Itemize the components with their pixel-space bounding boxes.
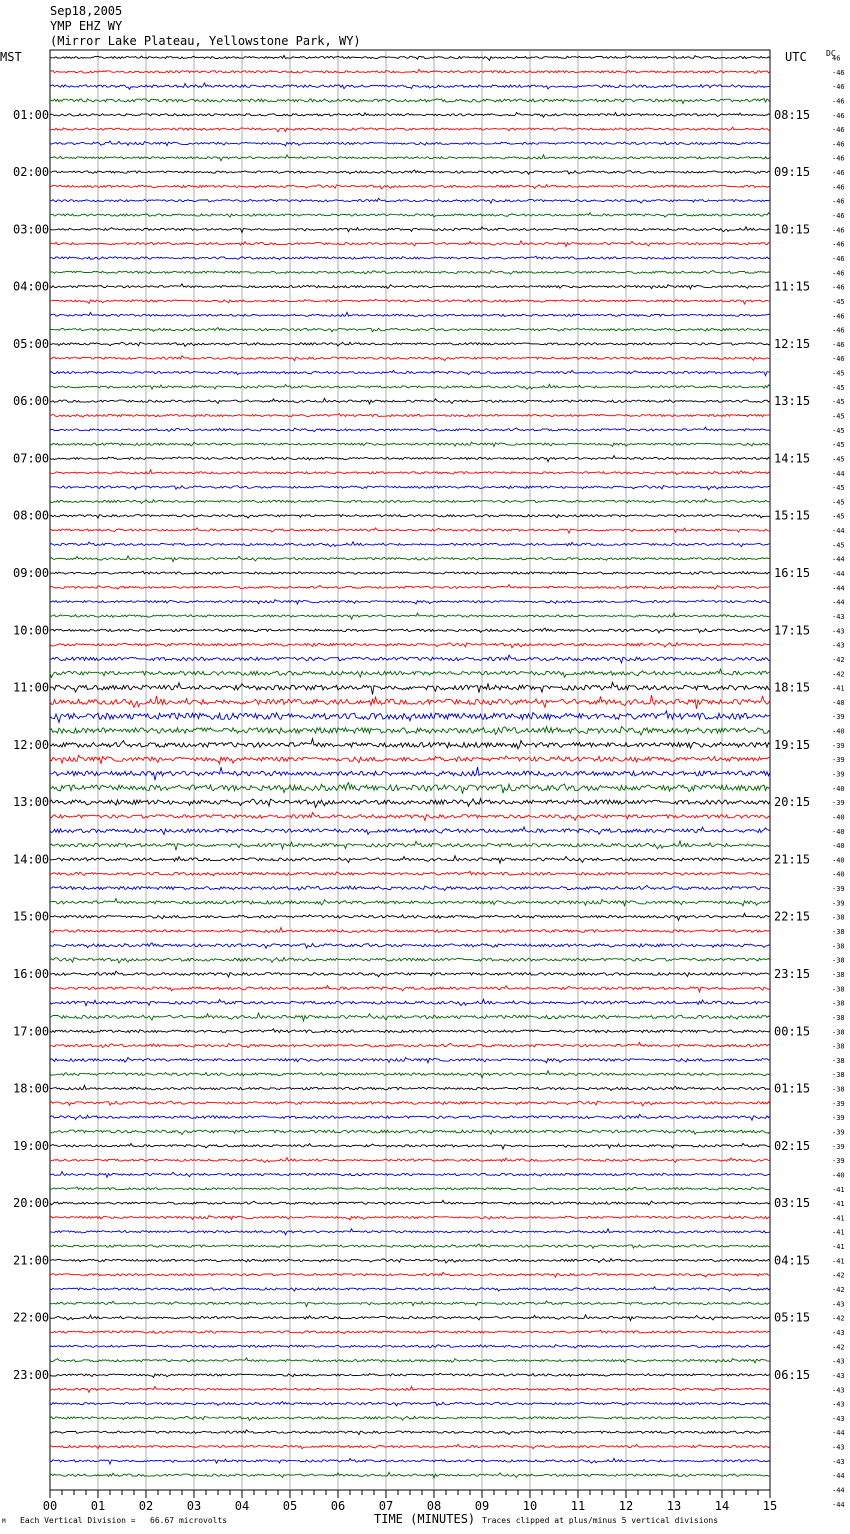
trace-line [50, 1216, 770, 1220]
dc-offset-value: -42 [832, 655, 845, 664]
dc-offset-value: -41 [832, 1185, 845, 1194]
left-hour-label: 10:00 [13, 623, 50, 638]
x-tick-label: 13 [666, 1499, 682, 1513]
dc-offset-value: -40 [832, 1171, 845, 1180]
right-timezone-label: UTC [785, 50, 807, 64]
dc-offset-value: -45 [832, 412, 845, 421]
dc-offset-value: -39 [832, 885, 845, 894]
dc-offset-value: -44 [832, 1472, 845, 1481]
station-location: (Mirror Lake Plateau, Yellowstone Park, WY) [50, 34, 361, 48]
x-tick-label: 11 [570, 1499, 586, 1513]
trace-line [50, 185, 770, 189]
dc-offset-value: -39 [832, 1099, 845, 1108]
dc-offset-value: -40 [832, 784, 845, 793]
trace-line [50, 1472, 770, 1478]
dc-offset-value: -39 [832, 756, 845, 765]
trace-line [50, 227, 770, 233]
trace-line [50, 943, 770, 949]
left-hour-label: 21:00 [13, 1253, 50, 1268]
right-hour-label: 04:15 [774, 1253, 811, 1268]
right-hour-label: 08:15 [774, 107, 811, 122]
trace-line [50, 856, 770, 863]
trace-line [50, 655, 770, 663]
trace-line [50, 1158, 770, 1163]
dc-offset-value: -46 [832, 97, 845, 106]
left-hour-label: 09:00 [13, 566, 50, 581]
trace-line [50, 1244, 770, 1248]
right-hour-label: 21:15 [774, 852, 811, 867]
trace-line [50, 1259, 770, 1263]
left-hour-label: 15:00 [13, 909, 50, 924]
dc-offset-value: -38 [832, 913, 845, 922]
x-axis-label: TIME (MINUTES) [374, 1512, 476, 1526]
trace-line [50, 198, 770, 203]
trace-line [50, 83, 770, 89]
x-tick-label: 00 [42, 1499, 58, 1513]
right-hour-label: 19:15 [774, 737, 811, 752]
trace-line [50, 384, 770, 389]
dc-offset-value: -46 [832, 169, 845, 178]
trace-line [50, 727, 770, 736]
left-hour-label: 07:00 [13, 451, 50, 466]
trace-line [50, 783, 770, 794]
dc-offset-value: -46 [832, 83, 845, 92]
trace-line [50, 1101, 770, 1106]
trace-line [50, 999, 770, 1005]
left-hour-label: 06:00 [13, 394, 50, 409]
dc-offset-value: -45 [832, 455, 845, 464]
trace-line [50, 739, 770, 749]
trace-line [50, 342, 770, 346]
dc-offset-header: DC [826, 49, 836, 58]
trace-line [50, 885, 770, 890]
trace-line [50, 643, 770, 648]
left-hour-label: 14:00 [13, 852, 50, 867]
dc-offset-value: -43 [832, 641, 845, 650]
dc-offset-value: -46 [832, 68, 845, 77]
trace-line [50, 1301, 770, 1307]
footer-mark: M [2, 1518, 6, 1525]
trace-line [50, 913, 770, 920]
dc-offset-value: -46 [832, 283, 845, 292]
dc-offset-value: -42 [832, 1314, 845, 1323]
x-tick-label: 02 [138, 1499, 154, 1513]
dc-offset-value: -43 [832, 1400, 845, 1409]
dc-offset-value: -44 [832, 555, 845, 564]
dc-offset-value: -38 [832, 956, 845, 965]
trace-line [50, 813, 770, 821]
x-tick-label: 03 [186, 1499, 202, 1513]
trace-line [50, 312, 770, 316]
trace-line [50, 1430, 770, 1435]
x-tick-label: 06 [330, 1499, 346, 1513]
dc-offset-value: -44 [832, 1429, 845, 1438]
left-hour-label: 08:00 [13, 508, 50, 523]
dc-offset-value: -38 [832, 1056, 845, 1065]
trace-line [50, 600, 770, 604]
trace-line [50, 695, 770, 709]
trace-line [50, 1172, 770, 1178]
trace-line [50, 414, 770, 418]
dc-offset-value: -44 [832, 527, 845, 536]
dc-offset-value: -46 [832, 355, 845, 364]
dc-offset-value: -46 [832, 312, 845, 321]
dc-offset-value: 46 [832, 54, 841, 63]
trace-line [50, 927, 770, 932]
trace-line [50, 1229, 770, 1235]
x-tick-label: 14 [714, 1499, 730, 1513]
x-tick-label: 15 [762, 1499, 778, 1513]
right-hour-label: 22:15 [774, 909, 811, 924]
trace-line [50, 1058, 770, 1063]
trace-line [50, 542, 770, 547]
right-hour-label: 11:15 [774, 279, 811, 294]
x-tick-label: 05 [282, 1499, 298, 1513]
dc-offset-value: -45 [832, 484, 845, 493]
left-hour-label: 12:00 [13, 737, 50, 752]
trace-line [50, 69, 770, 73]
right-hour-label: 23:15 [774, 966, 811, 981]
dc-offset-value: -42 [832, 1271, 845, 1280]
trace-line [50, 1042, 770, 1047]
right-hour-label: 06:15 [774, 1367, 811, 1382]
dc-offset-value: -41 [832, 1214, 845, 1223]
trace-line [50, 470, 770, 475]
right-hour-label: 09:15 [774, 165, 811, 180]
dc-offset-value: -38 [832, 999, 845, 1008]
dc-offset-value: -43 [832, 1386, 845, 1395]
trace-line [50, 1345, 770, 1348]
trace-line [50, 456, 770, 462]
trace-line [50, 299, 770, 304]
trace-line [50, 528, 770, 533]
x-tick-label: 10 [522, 1499, 538, 1513]
trace-line [50, 1071, 770, 1078]
dc-offset-value: -38 [832, 942, 845, 951]
trace-line [50, 55, 770, 60]
trace-line [50, 957, 770, 963]
trace-line [50, 328, 770, 332]
right-hour-label: 03:15 [774, 1196, 811, 1211]
trace-line [50, 799, 770, 808]
dc-offset-value: -41 [832, 1200, 845, 1209]
dc-offset-value: -46 [832, 240, 845, 249]
right-hour-label: 16:15 [774, 566, 811, 581]
trace-line [50, 1444, 770, 1449]
trace-line [50, 499, 770, 504]
trace-line [50, 1029, 770, 1033]
dc-offset-value: -40 [832, 813, 845, 822]
dc-offset-value: -46 [832, 111, 845, 120]
trace-line [50, 682, 770, 694]
trace-line [50, 841, 770, 850]
trace-line [50, 1272, 770, 1277]
right-hour-label: 14:15 [774, 451, 811, 466]
right-hour-label: 02:15 [774, 1138, 811, 1153]
dc-offset-value: -38 [832, 1042, 845, 1051]
dc-offset-value: -46 [832, 140, 845, 149]
dc-offset-value: -45 [832, 498, 845, 507]
trace-line [50, 486, 770, 490]
dc-offset-value: -43 [832, 1457, 845, 1466]
right-hour-label: 18:15 [774, 680, 811, 695]
dc-offset-value: -39 [832, 1128, 845, 1137]
dc-offset-value: -45 [832, 541, 845, 550]
trace-line [50, 1143, 770, 1149]
dc-offset-value: -40 [832, 827, 845, 836]
dc-offset-value: -43 [832, 627, 845, 636]
trace-line [50, 628, 770, 633]
right-hour-label: 00:15 [774, 1024, 811, 1039]
dc-offset-value: -42 [832, 1286, 845, 1295]
dc-offset-value: -44 [832, 469, 845, 478]
trace-line [50, 585, 770, 590]
left-hour-label: 22:00 [13, 1310, 50, 1325]
dc-offset-value: -40 [832, 727, 845, 736]
dc-offset-value: -46 [832, 254, 845, 263]
trace-line [50, 899, 770, 906]
dc-offset-value: -39 [832, 899, 845, 908]
right-hour-label: 15:15 [774, 508, 811, 523]
trace-line [50, 1130, 770, 1135]
station-id: YMP EHZ WY [50, 19, 123, 33]
dc-offset-value: -39 [832, 1142, 845, 1151]
right-hour-label: 05:15 [774, 1310, 811, 1325]
trace-line [50, 515, 770, 519]
dc-offset-value: -43 [832, 1371, 845, 1380]
trace-line [50, 971, 770, 977]
trace-line [50, 669, 770, 677]
trace-line [50, 1315, 770, 1321]
trace-line [50, 1330, 770, 1334]
trace-line [50, 1358, 770, 1363]
dc-offset-value: -44 [832, 1486, 845, 1495]
dc-offset-value: -46 [832, 340, 845, 349]
dc-offset-value: -45 [832, 383, 845, 392]
dc-offset-value: -46 [832, 326, 845, 335]
dc-offset-value: -41 [832, 1228, 845, 1237]
right-hour-label: 20:15 [774, 795, 811, 810]
dc-offset-value: -43 [832, 1414, 845, 1423]
trace-line [50, 1114, 770, 1120]
trace-line [50, 370, 770, 376]
trace-line [50, 398, 770, 404]
dc-offset-value: -38 [832, 1028, 845, 1037]
left-hour-label: 11:00 [13, 680, 50, 695]
dc-offset-value: -43 [832, 612, 845, 621]
left-hour-label: 16:00 [13, 966, 50, 981]
dc-offset-value: -46 [832, 197, 845, 206]
dc-offset-value: -38 [832, 970, 845, 979]
trace-line [50, 556, 770, 562]
dc-offset-value: -39 [832, 713, 845, 722]
trace-line [50, 1013, 770, 1021]
plot-date: Sep18,2005 [50, 4, 123, 18]
dc-offset-value: -44 [832, 1500, 845, 1509]
dc-offset-value: -43 [832, 1328, 845, 1337]
dc-offset-value: -38 [832, 985, 845, 994]
dc-offset-value: -45 [832, 512, 845, 521]
trace-line [50, 827, 770, 835]
dc-offset-value: -42 [832, 1343, 845, 1352]
dc-offset-value: -38 [832, 1013, 845, 1022]
trace-line [50, 571, 770, 574]
trace-line [50, 256, 770, 260]
dc-offset-value: -40 [832, 842, 845, 851]
left-hour-label: 17:00 [13, 1024, 50, 1039]
x-tick-label: 09 [474, 1499, 490, 1513]
left-hour-label: 04:00 [13, 279, 50, 294]
left-hour-label: 05:00 [13, 336, 50, 351]
trace-line [50, 213, 770, 217]
x-tick-label: 07 [378, 1499, 394, 1513]
x-tick-label: 04 [234, 1499, 250, 1513]
trace-line [50, 98, 770, 103]
dc-offset-value: -45 [832, 369, 845, 378]
right-hour-label: 01:15 [774, 1081, 811, 1096]
dc-offset-value: -38 [832, 928, 845, 937]
left-hour-label: 02:00 [13, 165, 50, 180]
trace-line [50, 767, 770, 780]
dc-offset-value: -39 [832, 770, 845, 779]
trace-line [50, 141, 770, 146]
trace-line [50, 170, 770, 174]
trace-line [50, 1200, 770, 1205]
dc-offset-value: -39 [832, 799, 845, 808]
trace-line [50, 986, 770, 993]
left-hour-label: 23:00 [13, 1367, 50, 1382]
dc-offset-value: -39 [832, 1157, 845, 1166]
dc-offset-value: -41 [832, 1257, 845, 1266]
dc-offset-value: -43 [832, 1443, 845, 1452]
dc-offset-value: -46 [832, 212, 845, 221]
trace-line [50, 1416, 770, 1420]
dc-offset-value: -46 [832, 269, 845, 278]
dc-offset-value: -38 [832, 1085, 845, 1094]
dc-offset-value: -41 [832, 1243, 845, 1252]
x-tick-label: 08 [426, 1499, 442, 1513]
dc-offset-value: -40 [832, 856, 845, 865]
trace-line [50, 1287, 770, 1291]
trace-line [50, 427, 770, 432]
trace-line [50, 1458, 770, 1464]
trace-line [50, 442, 770, 446]
left-hour-label: 01:00 [13, 107, 50, 122]
trace-line [50, 1386, 770, 1392]
dc-offset-value: -44 [832, 584, 845, 593]
trace-line [50, 1187, 770, 1190]
right-hour-label: 13:15 [774, 394, 811, 409]
clip-note: Traces clipped at plus/minus 5 vertical divisions [482, 1516, 719, 1525]
dc-offset-value: -44 [832, 598, 845, 607]
dc-offset-value: -44 [832, 570, 845, 579]
trace-line [50, 755, 770, 764]
trace-line [50, 241, 770, 247]
dc-offset-value: -43 [832, 1357, 845, 1366]
trace-line [50, 1373, 770, 1377]
dc-offset-value: -39 [832, 1114, 845, 1123]
scale-note: Each Vertical Division = 66.67 microvolts [20, 1516, 228, 1525]
dc-offset-value: -39 [832, 741, 845, 750]
dc-offset-value: -38 [832, 1071, 845, 1080]
dc-offset-value: -45 [832, 441, 845, 450]
dc-offset-value: -41 [832, 684, 845, 693]
right-hour-label: 17:15 [774, 623, 811, 638]
left-hour-label: 13:00 [13, 795, 50, 810]
trace-line [50, 284, 770, 289]
trace-line [50, 1402, 770, 1406]
trace-line [50, 1085, 770, 1090]
left-hour-label: 19:00 [13, 1138, 50, 1153]
trace-line [50, 356, 770, 361]
trace-line [50, 711, 770, 723]
dc-offset-value: -43 [832, 1300, 845, 1309]
trace-line [50, 127, 770, 132]
dc-offset-value: -45 [832, 398, 845, 407]
left-timezone-label: MST [0, 50, 22, 64]
trace-line [50, 871, 770, 876]
dc-offset-value: -46 [832, 126, 845, 135]
trace-line [50, 613, 770, 619]
right-hour-label: 12:15 [774, 336, 811, 351]
left-hour-label: 18:00 [13, 1081, 50, 1096]
trace-line [50, 270, 770, 274]
dc-offset-value: -46 [832, 226, 845, 235]
trace-line [50, 113, 770, 118]
trace-line [50, 155, 770, 161]
left-hour-label: 03:00 [13, 222, 50, 237]
x-tick-label: 12 [618, 1499, 634, 1513]
dc-offset-value: -40 [832, 870, 845, 879]
dc-offset-value: -46 [832, 154, 845, 163]
dc-offset-value: -46 [832, 183, 845, 192]
dc-offset-value: -40 [832, 698, 845, 707]
x-tick-label: 01 [90, 1499, 106, 1513]
right-hour-label: 10:15 [774, 222, 811, 237]
dc-offset-value: -45 [832, 426, 845, 435]
dc-offset-value: -42 [832, 670, 845, 679]
left-hour-label: 20:00 [13, 1196, 50, 1211]
dc-offset-value: -45 [832, 297, 845, 306]
